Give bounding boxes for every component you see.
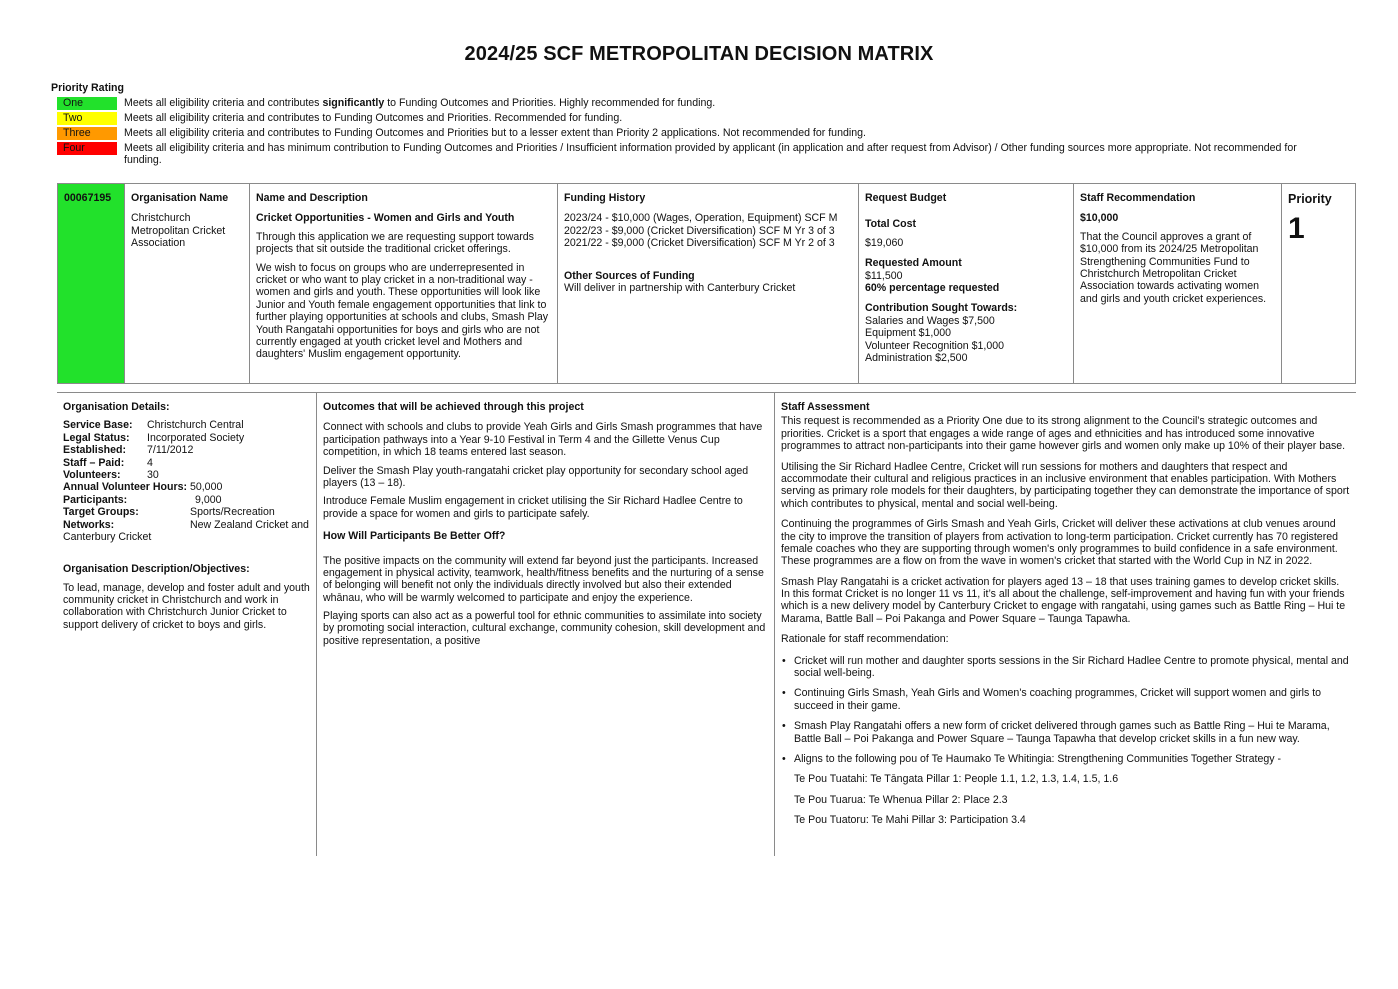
organisation-details-column xyxy=(57,393,317,856)
outcomes-column xyxy=(317,393,775,856)
detail-value: 50,000 xyxy=(189,481,223,494)
rationale-list xyxy=(781,655,1350,766)
details-section xyxy=(57,392,1356,856)
legend-text-four: Meets all eligibility criteria and has minimum contribution to Funding Outcomes and Priorities / Insufficient information provided by applicant (in application and after request from Advisor) / Other funding sources more appropriate. Not recommended for funding. xyxy=(124,142,1297,167)
assessment-paragraph: This request is recommended as a Priority One due to its strong alignment to the Council’s strategic outcomes and priorities. Cricket is a sport that engages a wide range of ages and ethnicities and has introduced some innovative programmes to attract non-participants into their game however girls and women only make up 10% of their player base. xyxy=(781,415,1346,453)
priority-value: 1 xyxy=(1288,211,1305,245)
legend-text-two: Meets all eligibility criteria and contributes to Funding Outcomes and Priorities. Recommended for funding. xyxy=(124,112,623,124)
application-id-cell xyxy=(58,184,125,383)
requested-amount-value: $11,500 xyxy=(865,269,903,282)
other-sources-text: Will deliver in partnership with Canterbury Cricket xyxy=(564,281,796,294)
priority-swatch-three: Three xyxy=(57,127,117,140)
staff-recommendation-text: That the Council approves a grant of $10,000 from its 2024/25 Metropolitan Strengthening Communities Fund to Christchurch Metropolitan Cricket Association towards activating women and girls and youth cricket experiences. xyxy=(1080,230,1267,305)
assessment-paragraph: Continuing the programmes of Girls Smash and Yeah Girls, Cricket will deliver these activations at club venues around the city to improve the transition of players from activation to long-term participation. Cricket currently has 70 registered female coaches who they are supporting through women's only programmes to build confidence in a safe environment. These programmes are a flow on from the wave in women's cricket that started with the World Cup in NZ in 2022. xyxy=(781,518,1339,568)
volunteer-hours-row xyxy=(63,481,310,493)
detail-value: Sports/Recreation xyxy=(190,506,275,519)
legend-text-one: Meets all eligibility criteria and contributes significantly to Funding Outcomes and Priorities. Highly recommended for funding. xyxy=(124,97,716,109)
contribution-item: Volunteer Recognition $1,000 xyxy=(865,339,1005,352)
detail-label: Networks: xyxy=(63,518,115,531)
detail-value: 9,000 xyxy=(195,493,222,506)
detail-value: Christchurch Central xyxy=(147,419,244,432)
detail-label: Service Base: xyxy=(63,419,133,432)
organisation-description-text: To lead, manage, develop and foster adult and youth community cricket in Christchurch and work in collaboration with Christchurch Junior Cricket to support delivery of cricket to boys and girls. xyxy=(63,581,310,631)
detail-label: Volunteers: xyxy=(63,468,121,481)
name-description-cell xyxy=(250,184,558,383)
rationale-item: • Smash Play Rangatahi offers a new form of cricket delivered through games such as Battle Ring – Hui te Marama, Battle Ball – Poi Pakanga and Power Square – Taunga Tapawha that develop cricket skills in a fun new way. xyxy=(781,720,1350,745)
priority-legend xyxy=(57,97,1337,169)
total-cost-value: $19,060 xyxy=(865,236,904,249)
contribution-label: Contribution Sought Towards: xyxy=(865,302,1018,315)
organisation-details-list xyxy=(63,419,310,481)
priority-swatch-four: Four xyxy=(57,142,117,155)
staff-recommendation-amount: $10,000 xyxy=(1080,212,1119,225)
total-cost-label: Total Cost xyxy=(865,218,917,231)
staff-assessment-heading: Staff Assessment xyxy=(781,401,870,413)
priority-cell xyxy=(1282,184,1355,383)
detail-value: 30 xyxy=(147,468,159,481)
legend-row-four xyxy=(57,142,1337,167)
detail-label: Participants: xyxy=(63,493,128,506)
funding-history-line: 2021/22 - $9,000 (Cricket Diversification) SCF M Yr 2 of 3 xyxy=(564,237,835,250)
networks-continued: Canterbury Cricket xyxy=(63,530,152,543)
assessment-paragraph: Smash Play Rangatahi is a cricket activation for players aged 13 – 18 that uses training games to develop cricket skills. In this format Cricket is no longer 11 vs 11, it’s all about the challenge, self-improvement and having fun with your friends which is a new delivery model by Canterbury Cricket to engage with rangatahi, using games such as Battle Ring – Hui te Marama, Battle Ball – Poi Pakanga and Power Square – Taunga Tapawha. xyxy=(781,575,1346,625)
description-paragraph: Through this application we are requesting support towards projects that sit outside the traditional cricket offerings. xyxy=(256,230,534,256)
organisation-name-cell xyxy=(125,184,250,383)
priority-swatch-two: Two xyxy=(57,112,117,125)
funding-history-cell xyxy=(558,184,859,383)
outcomes-heading: Outcomes that will be achieved through this project xyxy=(323,401,584,413)
detail-value: 7/11/2012 xyxy=(147,444,194,457)
description-paragraph: We wish to focus on groups who are underrepresented in cricket or who want to play cricket in a non-traditional way - women and girls and youth. These opportunities will look like Junior and Youth female engagement opportunities that link to further playing opportunities at schools and clubs, Smash Play Youth Rangatahi opportunities for boys and girls who are not currently engaged at youth cricket level and Mothers and daughters' Muslim engagement opportunity. xyxy=(256,261,549,361)
application-id: 00067195 xyxy=(64,192,112,204)
percentage-requested: 60% percentage requested xyxy=(865,281,1000,294)
outcome-paragraph: Deliver the Smash Play youth-rangatahi cricket play opportunity for secondary school aged players (13 – 18). xyxy=(323,464,749,489)
organisation-name: Christchurch Metropolitan Cricket Association xyxy=(131,212,226,250)
rationale-label: Rationale for staff recommendation: xyxy=(781,633,949,646)
contribution-item: Administration $2,500 xyxy=(865,351,968,364)
detail-label: Established: xyxy=(63,444,126,457)
legend-row-one xyxy=(57,97,1337,110)
request-budget-cell xyxy=(859,184,1074,383)
project-title: Cricket Opportunities - Women and Girls and Youth xyxy=(256,212,515,225)
better-off-paragraph: The positive impacts on the community will extend far beyond just the participants. Increased engagement in physical activity, teamwork, health/fitness benefits and the nurturing of a sense of belonging will benefit not only the individuals directly involved but also their extended whānau, who will be warmly welcomed to participate and enjoy the experience. xyxy=(323,554,764,604)
decision-matrix-row xyxy=(57,183,1356,384)
pou-line: Te Pou Tuatoru: Te Mahi Pillar 3: Participation 3.4 xyxy=(794,814,1026,827)
outcome-paragraph: Introduce Female Muslim engagement in cricket utilising the Sir Richard Hadlee Centre to provide a space for women and girls to participate safely. xyxy=(323,495,743,520)
organisation-name-header: Organisation Name xyxy=(131,192,229,204)
assessment-paragraph: Utilising the Sir Richard Hadlee Centre, Cricket will run sessions for mothers and daughters that respect and accommodate their cultural and religious practices in an inclusive environment that enables participation. With Mothers serving as primary role models for their daughters, by participating together they can demonstrate the importance of sport which contributes to physical, mental and social well-being. xyxy=(781,460,1350,510)
detail-value: New Zealand Cricket and xyxy=(190,518,309,531)
funding-history-header: Funding History xyxy=(564,192,646,204)
staff-recommendation-header: Staff Recommendation xyxy=(1080,192,1196,204)
other-sources-header: Other Sources of Funding xyxy=(564,269,695,282)
organisation-description-heading: Organisation Description/Objectives: xyxy=(63,563,250,576)
better-off-paragraph: Playing sports can also act as a powerful tool for ethnic communities to assimilate into society by promoting social interaction, cultural exchange, community cohesion, skill development and positive representation, a positive xyxy=(323,610,766,647)
rationale-item: • Continuing Girls Smash, Yeah Girls and Women's coaching programmes, Cricket will support women and girls to succeed in their game. xyxy=(781,687,1350,712)
outcome-paragraph: Connect with schools and clubs to provide Yeah Girls and Girls Smash programmes that have participation pathways into a Year 9-10 Festival in Term 4 and the Gillette Venus Cup competition, in which 18 teams entered last season. xyxy=(323,421,763,459)
requested-amount-label: Requested Amount xyxy=(865,257,962,270)
request-budget-header: Request Budget xyxy=(865,192,947,204)
legend-text-three: Meets all eligibility criteria and contributes to Funding Outcomes and Priorities but to a lesser extent than Priority 2 applications. Not recommended for funding. xyxy=(124,127,866,139)
participants-row xyxy=(63,494,310,506)
organisation-details-heading: Organisation Details: xyxy=(63,401,170,413)
priority-swatch-one: One xyxy=(57,97,117,110)
better-off-heading: How Will Participants Be Better Off? xyxy=(323,530,506,543)
detail-label: Legal Status: xyxy=(63,431,130,444)
detail-value: 4 xyxy=(147,456,153,469)
detail-label: Annual Volunteer Hours: xyxy=(63,481,187,494)
legend-row-two xyxy=(57,112,1337,125)
detail-label: Staff – Paid: xyxy=(63,456,125,469)
staff-recommendation-cell xyxy=(1074,184,1282,383)
legend-row-three xyxy=(57,127,1337,140)
priority-rating-heading: Priority Rating xyxy=(51,82,124,94)
rationale-item: • Aligns to the following pou of Te Haumako Te Whitingia: Strengthening Communities Together Strategy - xyxy=(781,753,1350,765)
funding-history-line: 2023/24 - $10,000 (Wages, Operation, Equipment) SCF M xyxy=(564,212,838,225)
contribution-item: Equipment $1,000 xyxy=(865,327,951,340)
rationale-item: • Cricket will run mother and daughter sports sessions in the Sir Richard Hadlee Centre to promote physical, mental and social well-being. xyxy=(781,655,1350,680)
networks-row xyxy=(63,519,310,531)
page-title: 2024/25 SCF METROPOLITAN DECISION MATRIX xyxy=(464,43,934,65)
funding-history-line: 2022/23 - $9,000 (Cricket Diversification) SCF M Yr 3 of 3 xyxy=(564,224,835,237)
detail-label: Target Groups: xyxy=(63,506,139,519)
detail-value: Incorporated Society xyxy=(147,431,245,444)
pou-line: Te Pou Tuarua: Te Whenua Pillar 2: Place 2.3 xyxy=(794,793,1008,806)
target-groups-row xyxy=(63,506,310,518)
priority-header: Priority xyxy=(1288,192,1332,206)
contribution-item: Salaries and Wages $7,500 xyxy=(865,314,995,327)
pou-line: Te Pou Tuatahi: Te Tāngata Pillar 1: People 1.1, 1.2, 1.3, 1.4, 1.5, 1.6 xyxy=(794,773,1119,786)
staff-assessment-column xyxy=(775,393,1356,856)
name-description-header: Name and Description xyxy=(256,192,368,204)
